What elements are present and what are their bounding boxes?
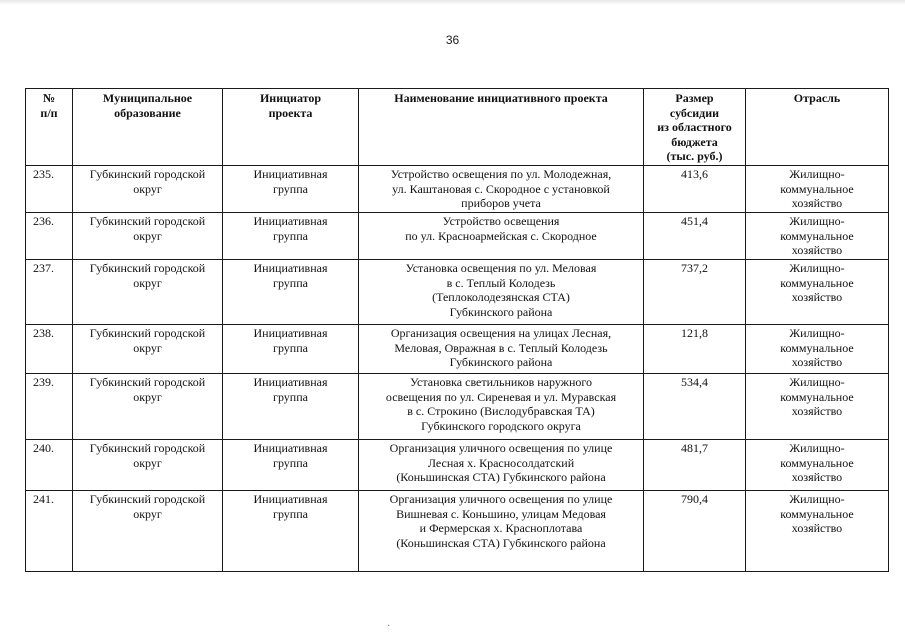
- row-project: Организация уличного освещения по улице Лесная х. Красносолдатский (Коньшинская СТА) Губкинского района: [359, 440, 644, 491]
- row-subsidy: 413,6: [644, 166, 746, 213]
- row-project: Устройство освещения по ул. Красноармейская с. Скородное: [359, 213, 644, 260]
- row-initiator: Инициативная группа: [223, 166, 359, 213]
- table-row: [26, 440, 889, 491]
- scan-top-edge: [0, 0, 905, 5]
- row-sector: Жилищно- коммунальное хозяйство: [746, 440, 889, 491]
- header-subsidy: Размер субсидии из областного бюджета (тыс. руб.): [644, 89, 746, 166]
- row-municipality: Губкинский городской округ: [73, 166, 223, 213]
- row-initiator: Инициативная группа: [223, 260, 359, 325]
- header-sector: Отрасль: [746, 89, 889, 166]
- row-project: Организация освещения на улицах Лесная, Меловая, Овражная в с. Теплый Колодезь Губкинского района: [359, 325, 644, 374]
- row-municipality: Губкинский городской округ: [73, 440, 223, 491]
- row-subsidy: 790,4: [644, 491, 746, 572]
- row-sector: Жилищно- коммунальное хозяйство: [746, 374, 889, 440]
- table-row: [26, 166, 889, 213]
- header-municipality: Муниципальное образование: [73, 89, 223, 166]
- row-subsidy: 451,4: [644, 213, 746, 260]
- row-initiator: Инициативная группа: [223, 440, 359, 491]
- row-subsidy: 534,4: [644, 374, 746, 440]
- row-number: 241.: [26, 491, 73, 572]
- table-row: [26, 260, 889, 325]
- row-municipality: Губкинский городской округ: [73, 491, 223, 572]
- row-sector: Жилищно- коммунальное хозяйство: [746, 166, 889, 213]
- row-municipality: Губкинский городской округ: [73, 325, 223, 374]
- row-initiator: Инициативная группа: [223, 491, 359, 572]
- table-row: [26, 491, 889, 572]
- row-subsidy: 737,2: [644, 260, 746, 325]
- row-project: Установка светильников наружного освещения по ул. Сиреневая и ул. Муравская в с. Строкино (Вислодубравская ТА) Губкинского городского округа: [359, 374, 644, 440]
- row-subsidy: 121,8: [644, 325, 746, 374]
- row-project: Установка освещения по ул. Меловая в с. Теплый Колодезь (Теплоколодезянская СТА) Губкинского района: [359, 260, 644, 325]
- row-number: 236.: [26, 213, 73, 260]
- row-number: 240.: [26, 440, 73, 491]
- row-municipality: Губкинский городской округ: [73, 260, 223, 325]
- table-row: [26, 213, 889, 260]
- scan-speck: ·: [387, 621, 391, 632]
- row-number: 237.: [26, 260, 73, 325]
- page-number: 36: [445, 33, 460, 47]
- row-initiator: Инициативная группа: [223, 374, 359, 440]
- row-sector: Жилищно- коммунальное хозяйство: [746, 325, 889, 374]
- header-project: Наименование инициативного проекта: [359, 89, 644, 166]
- row-project: Организация уличного освещения по улице Вишневая с. Коньшино, улицам Медовая и Фермерская х. Красноплотава (Коньшинская СТА) Губкинского района: [359, 491, 644, 572]
- header-initiator: Инициатор проекта: [223, 89, 359, 166]
- row-sector: Жилищно- коммунальное хозяйство: [746, 213, 889, 260]
- row-number: 239.: [26, 374, 73, 440]
- row-initiator: Инициативная группа: [223, 213, 359, 260]
- row-municipality: Губкинский городской округ: [73, 374, 223, 440]
- row-subsidy: 481,7: [644, 440, 746, 491]
- table-header-row: [26, 89, 889, 166]
- row-number: 238.: [26, 325, 73, 374]
- subsidy-table: [25, 88, 889, 572]
- row-municipality: Губкинский городской округ: [73, 213, 223, 260]
- row-sector: Жилищно- коммунальное хозяйство: [746, 491, 889, 572]
- table-row: [26, 325, 889, 374]
- row-project: Устройство освещения по ул. Молодежная, ул. Каштановая с. Скородное с установкой приборов учета: [359, 166, 644, 213]
- header-number: № п/п: [26, 89, 73, 166]
- row-number: 235.: [26, 166, 73, 213]
- row-sector: Жилищно- коммунальное хозяйство: [746, 260, 889, 325]
- table-row: [26, 374, 889, 440]
- row-initiator: Инициативная группа: [223, 325, 359, 374]
